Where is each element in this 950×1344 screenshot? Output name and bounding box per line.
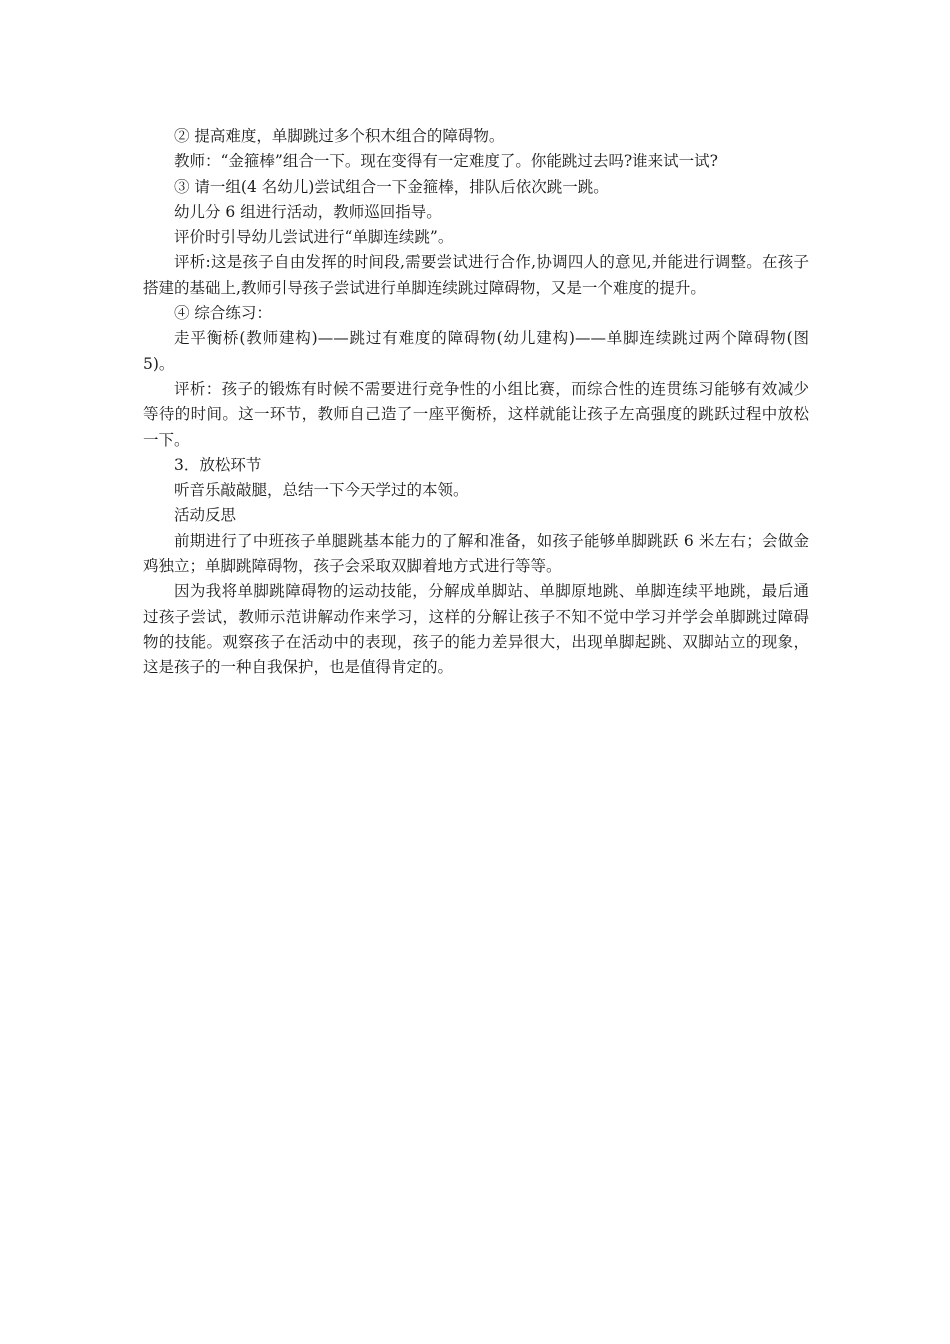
paragraph-teacher-prompt: 教师：“金箍棒”组合一下。现在变得有一定难度了。你能跳过去吗?谁来试一试? [174,152,718,171]
paragraph-step-3: ③ 请一组(4 名幼儿)尝试组合一下金箍棒，排队后依次跳一跳。 [174,177,609,196]
paragraph-analysis-1: 评析:这是孩子自由发挥的时间段,需要尝试进行合作,协调四人的意见,并能进行调整。在孩子搭建的基础上,教师引导孩子尝试进行单脚连续跳过障碍物，又是一个难度的提升。 [143,253,809,297]
paragraph-step-4: ④ 综合练习： [174,304,272,323]
paragraph-relax: 听音乐敲敲腿，总结一下今天学过的本领。 [174,481,469,500]
section-heading-relax: 3．放松环节 [174,455,262,474]
paragraph-evaluation-guide: 评价时引导幼儿尝试进行“单脚连续跳”。 [174,228,454,247]
paragraph-reflection-2: 因为我将单脚跳障碍物的运动技能，分解成单脚站、单脚原地跳、单脚连续平地跳，最后通过孩子尝试，教师示范讲解动作来学习，这样的分解让孩子不知不觉中学习并学会单脚跳过障碍物的技能。观察孩子在活动中的表现，孩子的能力差异很大，出现单脚起跳、双脚站立的现象，这是孩子的一种自我保护，也是值得肯定的。 [143,582,809,677]
paragraph-reflection-1: 前期进行了中班孩子单腿跳基本能力的了解和准备，如孩子能够单脚跳跃 6 米左右；会做金鸡独立；单脚跳障碍物，孩子会采取双脚着地方式进行等等。 [143,531,809,576]
paragraph-groups: 幼儿分 6 组进行活动，教师巡回指导。 [174,202,442,221]
paragraph-step-2: ② 提高难度，单脚跳过多个积木组合的障碍物。 [174,127,505,145]
paragraph-balance-bridge: 走平衡桥(教师建构)——跳过有难度的障碍物(幼儿建构)——单脚连续跳过两个障碍物(图 5)。 [143,329,809,373]
document-body [143,124,809,681]
section-heading-reflection: 活动反思 [174,506,237,525]
paragraph-analysis-2: 评析：孩子的锻炼有时候不需要进行竞争性的小组比赛，而综合性的连贯练习能够有效减少等待的时间。这一环节，教师自己造了一座平衡桥，这样就能让孩子左高强度的跳跃过程中放松一下。 [143,379,809,449]
